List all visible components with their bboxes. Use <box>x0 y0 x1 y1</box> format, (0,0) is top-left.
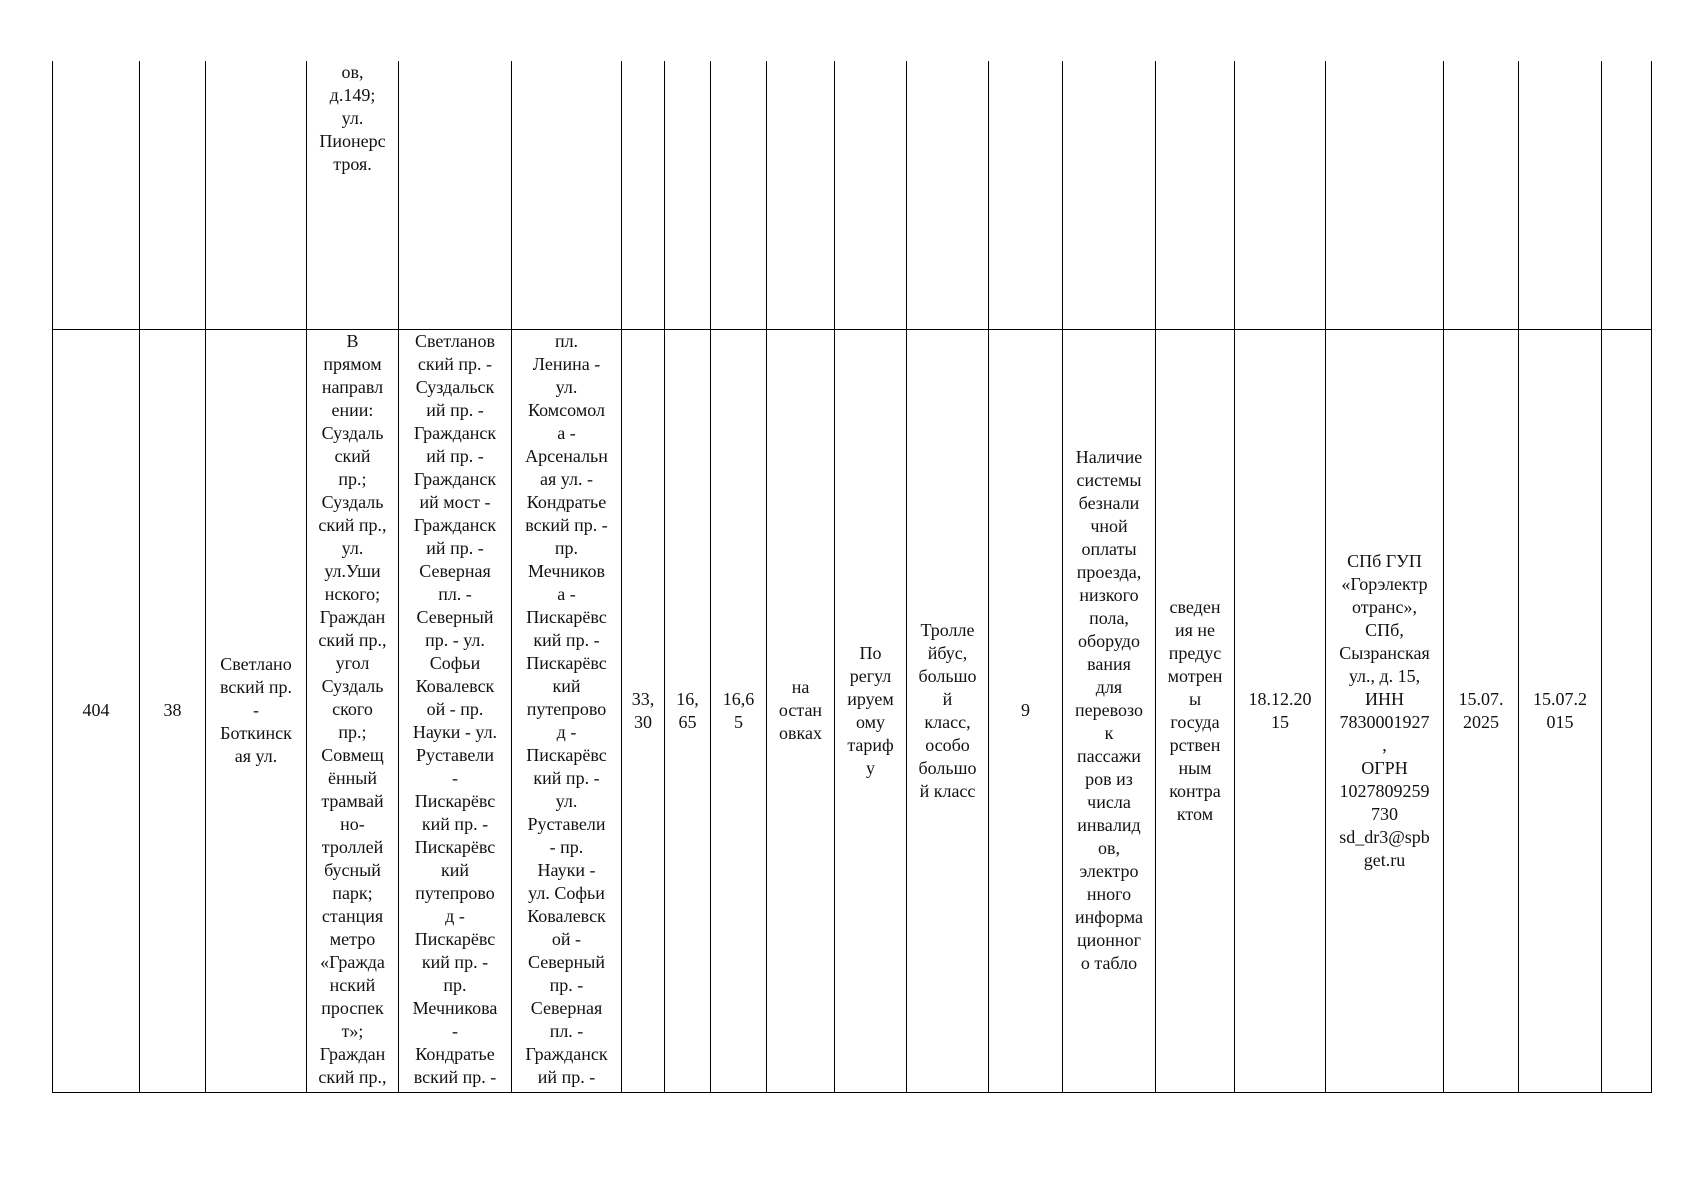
cell-tariff: По регул ируем ому тариф у <box>835 329 907 1092</box>
cell-boarding-order: на остан овках <box>767 329 835 1092</box>
route-registry-table <box>52 61 1652 1093</box>
cell-route-number: 38 <box>140 329 206 1092</box>
cell-length-total <box>622 61 665 329</box>
cell-length-total: 33, 30 <box>622 329 665 1092</box>
cell-vehicle-class: Тролле йбус, большо й класс, особо большо й класс <box>907 329 989 1092</box>
cell-carrier <box>1326 61 1444 329</box>
cell-contract-date: 15.07.2 015 <box>1519 329 1602 1092</box>
cell-length-forward <box>665 61 711 329</box>
cell-env-class <box>1156 61 1235 329</box>
cell-stops: ов, д.149; ул. Пионерс троя. <box>307 61 399 329</box>
cell-length-reverse <box>711 61 767 329</box>
cell-end-date: 15.07. 2025 <box>1444 329 1519 1092</box>
cell-streets-reverse <box>512 61 622 329</box>
cell-number: 404 <box>53 329 140 1092</box>
table-row-continuation <box>53 61 1652 329</box>
cell-streets-forward: Светланов ский пр. - Суздальск ий пр. - Гражданск ий пр. - Гражданск ий мост - Гражданск ий пр. - Северная пл. - Северный пр. - ул. Софьи Ковалевск ой - пр. Науки - ул. Руставели - Пискарёвс кий пр. - Пискарёвс кий путепрово д - Пискарёвс кий пр. - пр. Мечникова - Кондратье вский пр. - <box>399 329 512 1092</box>
cell-tariff <box>835 61 907 329</box>
cell-notes <box>1602 61 1652 329</box>
cell-boarding-order <box>767 61 835 329</box>
cell-contract-date <box>1519 61 1602 329</box>
cell-notes <box>1602 329 1652 1092</box>
cell-route-number <box>140 61 206 329</box>
cell-vehicle-features <box>1063 61 1156 329</box>
cell-stops: В прямом направл ении: Суздаль ский пр.; Суздаль ский пр., ул. ул.Уши нского; Граждан ский пр., угол Суздаль ского пр.; Совмещ ённый трамвай но- троллей бусный парк; станция метро «Гражда нский проспек т»; Граждан ский пр., <box>307 329 399 1092</box>
cell-carrier: СПб ГУП «Горэлектр отранс», СПб, Сызранская ул., д. 15, ИНН 7830001927 , ОГРН 1027809259 730 sd_dr3@spb get.ru <box>1326 329 1444 1092</box>
cell-route-name: Светлано вский пр. - Боткинск ая ул. <box>206 329 307 1092</box>
cell-start-date <box>1235 61 1326 329</box>
cell-vehicle-count: 9 <box>989 329 1063 1092</box>
cell-end-date <box>1444 61 1519 329</box>
cell-start-date: 18.12.20 15 <box>1235 329 1326 1092</box>
cell-streets-reverse: пл. Ленина - ул. Комсомол а - Арсенальн ая ул. - Кондратье вский пр. - пр. Мечников а - Пискарёвс кий пр. - Пискарёвс кий путепрово д - Пискарёвс кий пр. - ул. Руставели - пр. Науки - ул. Софьи Ковалевск ой - Северный пр. - Северная пл. - Гражданск ий пр. - <box>512 329 622 1092</box>
cell-streets-forward <box>399 61 512 329</box>
cell-vehicle-class <box>907 61 989 329</box>
table-row-route-38 <box>53 329 1652 1092</box>
cell-length-forward: 16, 65 <box>665 329 711 1092</box>
cell-env-class: сведен ия не предус мотрен ы госуда рствен ным контра ктом <box>1156 329 1235 1092</box>
cell-vehicle-count <box>989 61 1063 329</box>
cell-vehicle-features: Наличие системы безнали чной оплаты проезда, низкого пола, оборудо вания для перевозо к пассажи ров из числа инвалид ов, электро нного информа ционног о табло <box>1063 329 1156 1092</box>
cell-number <box>53 61 140 329</box>
cell-length-reverse: 16,6 5 <box>711 329 767 1092</box>
cell-route-name <box>206 61 307 329</box>
